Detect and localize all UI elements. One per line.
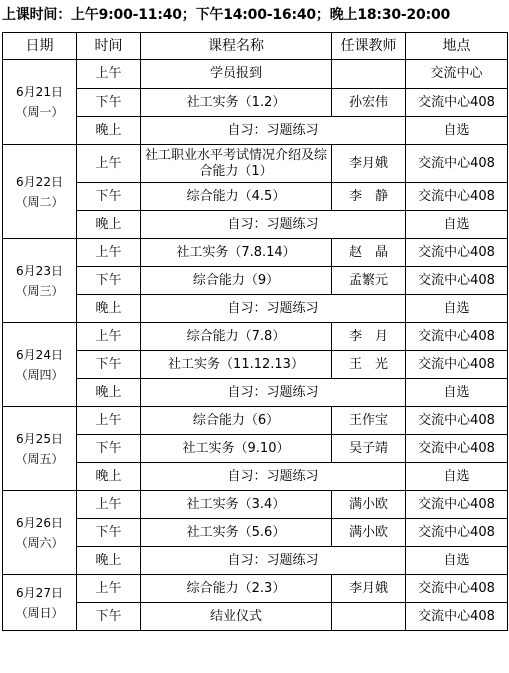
teacher-cell [332,60,406,89]
column-header-teacher: 任课教师 [332,33,406,60]
column-header-course: 课程名称 [141,33,332,60]
location-cell: 交流中心408 [406,239,508,267]
teacher-cell: 王 光 [332,351,406,379]
time-cell: 上午 [77,239,141,267]
course-cell: 综合能力（6） [141,407,332,435]
time-cell: 上午 [77,575,141,603]
table-row [3,575,508,603]
column-header-date: 日期 [3,33,77,60]
schedule-table [2,32,508,631]
course-cell: 自习：习题练习 [141,379,406,407]
date-cell [3,323,77,407]
time-cell: 下午 [77,519,141,547]
location-cell: 自选 [406,463,508,491]
date-label: 6月21日 [16,85,63,99]
location-cell: 交流中心408 [406,435,508,463]
table-row [3,183,508,211]
course-cell: 综合能力（2.3） [141,575,332,603]
time-cell: 下午 [77,89,141,117]
table-row [3,491,508,519]
location-cell: 交流中心408 [406,323,508,351]
location-cell: 交流中心408 [406,267,508,295]
date-cell [3,575,77,631]
table-row [3,145,508,183]
table-row [3,60,508,89]
date-label: 6月25日 [16,431,63,446]
location-cell: 交流中心408 [406,407,508,435]
date-cell [3,491,77,575]
location-cell: 交流中心408 [406,491,508,519]
table-row [3,519,508,547]
table-row [3,463,508,491]
location-cell: 交流中心 [406,60,508,89]
table-row [3,435,508,463]
location-cell: 自选 [406,547,508,575]
teacher-cell: 吴子靖 [332,435,406,463]
date-label: 6月23日 [16,263,63,278]
course-cell: 综合能力（9） [141,267,332,295]
course-cell: 综合能力（7.8） [141,323,332,351]
table-row [3,603,508,631]
time-cell: 下午 [77,351,141,379]
location-cell: 交流中心408 [406,575,508,603]
course-cell: 社工实务（1.2） [141,89,332,117]
location-cell: 交流中心408 [406,519,508,547]
table-row [3,295,508,323]
weekday-label: （周三） [15,283,64,298]
location-cell: 交流中心408 [406,603,508,631]
time-cell: 上午 [77,145,141,183]
course-cell: 社工实务（11.12.13） [141,351,332,379]
course-cell: 学员报到 [141,60,332,89]
location-cell: 自选 [406,295,508,323]
date-cell [3,60,77,145]
teacher-cell: 李 静 [332,183,406,211]
time-cell: 下午 [77,267,141,295]
time-cell: 下午 [77,435,141,463]
table-row [3,211,508,239]
teacher-cell: 李月娥 [332,145,406,183]
teacher-cell: 王作宝 [332,407,406,435]
table-row [3,117,508,145]
teacher-cell: 赵 晶 [332,239,406,267]
table-row [3,239,508,267]
weekday-label: （周一） [15,105,64,119]
course-cell: 社工实务（5.6） [141,519,332,547]
column-header-location: 地点 [406,33,508,60]
date-cell [3,407,77,491]
course-cell: 自习：习题练习 [141,295,406,323]
weekday-label: （周日） [15,605,64,620]
date-label: 6月27日 [16,585,63,600]
course-cell: 自习：习题练习 [141,463,406,491]
table-row [3,547,508,575]
course-cell: 综合能力（4.5） [141,183,332,211]
teacher-cell [332,603,406,631]
time-cell: 晚上 [77,117,141,145]
time-cell: 上午 [77,323,141,351]
time-cell: 晚上 [77,211,141,239]
schedule-header: 上课时间：上午9:00-11:40；下午14:00-16:40；晚上18:30-20:00 [2,7,451,23]
time-cell: 晚上 [77,463,141,491]
date-label: 6月22日 [16,174,63,189]
course-cell: 结业仪式 [141,603,332,631]
time-cell: 下午 [77,183,141,211]
course-cell: 自习：习题练习 [141,117,406,145]
course-cell: 自习：习题练习 [141,211,406,239]
table-row [3,323,508,351]
course-cell: 自习：习题练习 [141,547,406,575]
teacher-cell: 孙宏伟 [332,89,406,117]
location-cell: 自选 [406,211,508,239]
time-cell: 晚上 [77,547,141,575]
table-row [3,407,508,435]
table-row [3,89,508,117]
teacher-cell: 李月娥 [332,575,406,603]
weekday-label: （周六） [15,535,64,550]
time-cell: 晚上 [77,379,141,407]
column-header-time: 时间 [77,33,141,60]
date-cell [3,239,77,323]
date-cell [3,145,77,239]
date-label: 6月26日 [16,515,63,530]
teacher-cell: 孟繁元 [332,267,406,295]
time-cell: 上午 [77,60,141,89]
time-cell: 下午 [77,603,141,631]
table-header-row [3,33,508,60]
teacher-cell: 满小欧 [332,519,406,547]
table-row [3,379,508,407]
table-row [3,267,508,295]
weekday-label: （周二） [15,194,64,209]
weekday-label: （周五） [15,451,64,466]
location-cell: 交流中心408 [406,183,508,211]
teacher-cell: 满小欧 [332,491,406,519]
location-cell: 交流中心408 [406,351,508,379]
time-cell: 上午 [77,407,141,435]
course-cell: 社工实务（9.10） [141,435,332,463]
date-label: 6月24日 [16,347,63,362]
course-cell: 社工实务（3.4） [141,491,332,519]
location-cell: 交流中心408 [406,145,508,183]
time-cell: 晚上 [77,295,141,323]
course-cell: 社工实务（7.8.14） [141,239,332,267]
table-row [3,351,508,379]
location-cell: 自选 [406,117,508,145]
weekday-label: （周四） [15,367,64,382]
location-cell: 自选 [406,379,508,407]
time-cell: 上午 [77,491,141,519]
course-cell: 社工职业水平考试情况介绍及综合能力（1） [141,145,332,183]
teacher-cell: 李 月 [332,323,406,351]
location-cell: 交流中心408 [406,89,508,117]
